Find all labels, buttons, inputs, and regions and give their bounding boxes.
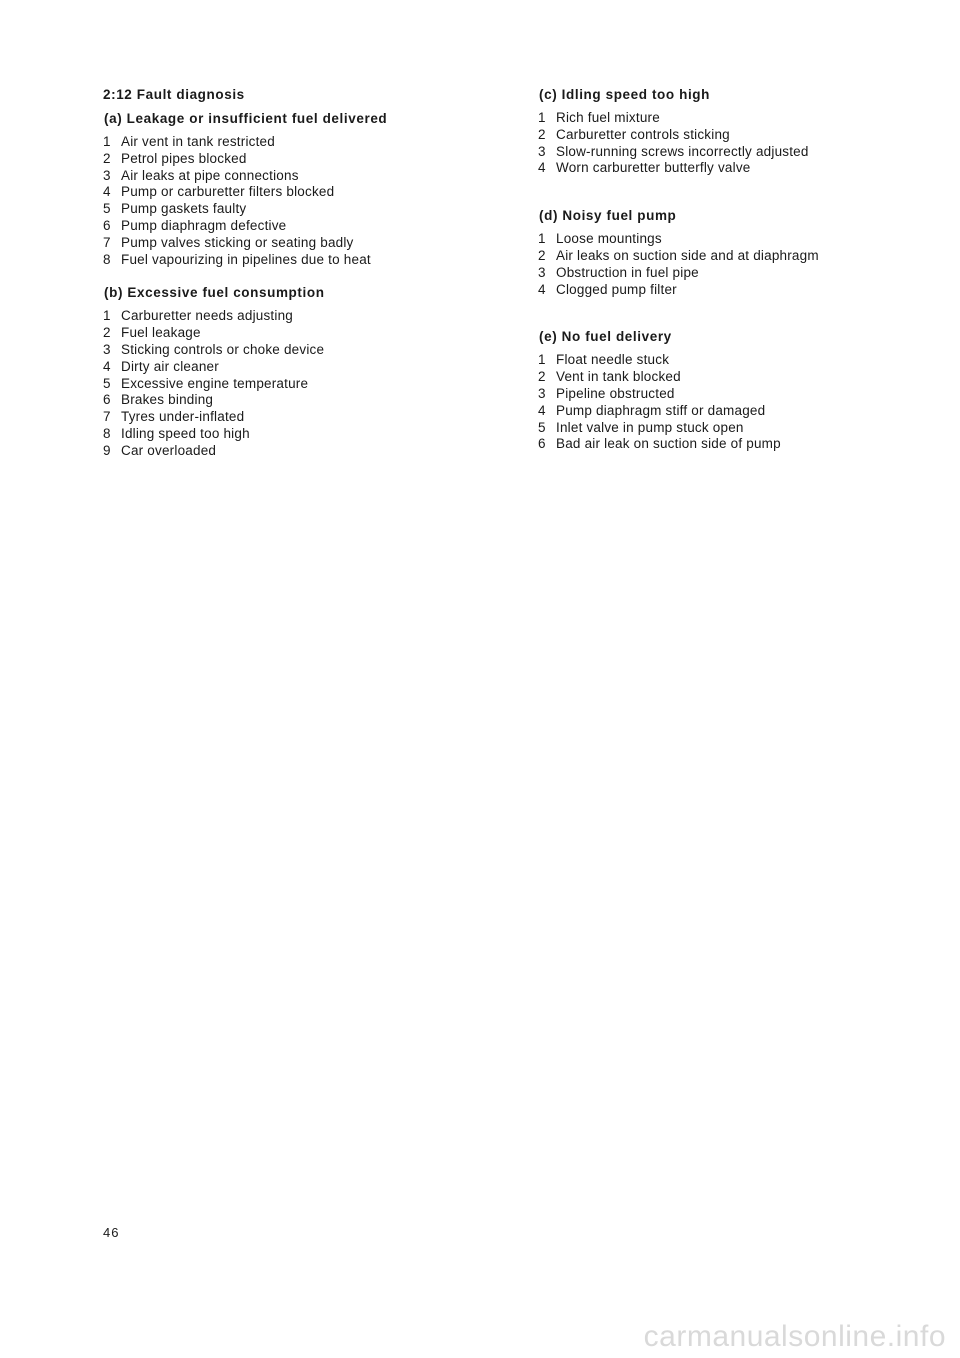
list-item-number: 6 bbox=[103, 392, 111, 408]
watermark-link[interactable]: carmanualsonline.info bbox=[643, 1320, 946, 1353]
list-item-number: 3 bbox=[538, 143, 546, 159]
list-item-text: Brakes binding bbox=[121, 392, 214, 408]
list-item bbox=[103, 308, 503, 325]
list-item-text: Air leaks at pipe connections bbox=[121, 167, 299, 183]
list-item-text: Carburetter controls sticking bbox=[556, 126, 730, 142]
list-item-number: 1 bbox=[538, 352, 546, 368]
section-e bbox=[538, 328, 938, 453]
left-column bbox=[103, 86, 503, 476]
right-column bbox=[538, 86, 938, 483]
list-item-number: 2 bbox=[103, 325, 111, 341]
section-c-list bbox=[538, 110, 938, 177]
list-item-text: Excessive engine temperature bbox=[121, 375, 309, 391]
list-item-number: 6 bbox=[103, 217, 111, 233]
section-a bbox=[103, 110, 503, 268]
list-item-text: Tyres under-inflated bbox=[121, 409, 245, 425]
section-d-list bbox=[538, 231, 938, 298]
list-item-text: Fuel vapourizing in pipelines due to heat bbox=[121, 251, 371, 267]
list-item-number: 7 bbox=[103, 409, 111, 425]
list-item bbox=[103, 252, 503, 269]
list-item bbox=[103, 235, 503, 252]
list-item-text: Dirty air cleaner bbox=[121, 358, 219, 374]
list-item-text: Clogged pump filter bbox=[556, 281, 677, 297]
list-item bbox=[538, 110, 938, 127]
section-d bbox=[538, 207, 938, 298]
list-item-number: 2 bbox=[538, 369, 546, 385]
list-item-number: 4 bbox=[538, 402, 546, 418]
list-item-text: Car overloaded bbox=[121, 442, 217, 458]
list-item-number: 6 bbox=[538, 436, 546, 452]
list-item-text: Pump diaphragm defective bbox=[121, 217, 287, 233]
list-item-text: Pump gaskets faulty bbox=[121, 201, 247, 217]
list-item-number: 2 bbox=[538, 247, 546, 263]
list-item-text: Float needle stuck bbox=[556, 352, 670, 368]
list-item-text: Pipeline obstructed bbox=[556, 385, 675, 401]
list-item bbox=[103, 392, 503, 409]
list-item bbox=[103, 168, 503, 185]
list-item-number: 3 bbox=[538, 264, 546, 280]
list-item-text: Worn carburetter butterfly valve bbox=[556, 160, 751, 176]
list-item-number: 3 bbox=[103, 167, 111, 183]
list-item bbox=[103, 151, 503, 168]
section-d-title: (d) Noisy fuel pump bbox=[539, 208, 677, 224]
section-b-list bbox=[103, 308, 503, 459]
list-item bbox=[538, 127, 938, 144]
list-item bbox=[538, 436, 938, 453]
list-item bbox=[103, 325, 503, 342]
list-item-text: Obstruction in fuel pipe bbox=[556, 264, 699, 280]
list-item-text: Pump or carburetter filters blocked bbox=[121, 184, 335, 200]
list-item bbox=[103, 134, 503, 151]
list-item-number: 8 bbox=[103, 251, 111, 267]
page-number: 46 bbox=[103, 1225, 120, 1240]
list-item bbox=[103, 359, 503, 376]
list-item bbox=[538, 369, 938, 386]
list-item bbox=[538, 282, 938, 299]
list-item-number: 9 bbox=[103, 442, 111, 458]
list-item-number: 5 bbox=[103, 201, 111, 217]
list-item-number: 4 bbox=[103, 184, 111, 200]
list-item bbox=[538, 144, 938, 161]
list-item bbox=[538, 265, 938, 282]
list-item-text: Bad air leak on suction side of pump bbox=[556, 436, 781, 452]
list-item bbox=[103, 184, 503, 201]
list-item-text: Sticking controls or choke device bbox=[121, 341, 325, 357]
list-item-number: 4 bbox=[538, 160, 546, 176]
section-b-title: (b) Excessive fuel consumption bbox=[104, 285, 325, 301]
list-item-text: Air vent in tank restricted bbox=[121, 134, 275, 149]
list-item-number: 1 bbox=[538, 110, 546, 125]
list-item-text: Rich fuel mixture bbox=[556, 110, 660, 125]
chapter-heading: 2:12 Fault diagnosis bbox=[103, 87, 245, 102]
list-item bbox=[538, 352, 938, 369]
section-e-list bbox=[538, 352, 938, 453]
section-e-title: (e) No fuel delivery bbox=[539, 329, 672, 345]
list-item bbox=[538, 386, 938, 403]
list-item-number: 4 bbox=[103, 358, 111, 374]
list-item-text: Petrol pipes blocked bbox=[121, 150, 247, 166]
list-item-number: 3 bbox=[538, 385, 546, 401]
list-item-number: 1 bbox=[103, 134, 111, 149]
list-item-number: 7 bbox=[103, 234, 111, 250]
list-item bbox=[103, 342, 503, 359]
list-item bbox=[103, 376, 503, 393]
list-item-text: Inlet valve in pump stuck open bbox=[556, 419, 744, 435]
list-item-number: 1 bbox=[538, 231, 546, 247]
list-item-number: 1 bbox=[103, 308, 111, 324]
section-a-title: (a) Leakage or insufficient fuel delivered bbox=[104, 111, 388, 126]
list-item bbox=[538, 403, 938, 420]
list-item-number: 5 bbox=[538, 419, 546, 435]
list-item bbox=[538, 420, 938, 437]
list-item-text: Carburetter needs adjusting bbox=[121, 308, 294, 324]
list-item-text: Pump valves sticking or seating badly bbox=[121, 234, 354, 250]
list-item bbox=[538, 160, 938, 177]
list-item bbox=[103, 409, 503, 426]
list-item-number: 4 bbox=[538, 281, 546, 297]
section-c bbox=[538, 86, 938, 177]
list-item bbox=[103, 201, 503, 218]
list-item-text: Air leaks on suction side and at diaphragm bbox=[556, 247, 819, 263]
list-item-number: 2 bbox=[538, 126, 546, 142]
list-item-text: Slow-running screws incorrectly adjusted bbox=[556, 143, 809, 159]
list-item-text: Loose mountings bbox=[556, 231, 662, 247]
list-item bbox=[103, 443, 503, 460]
list-item bbox=[538, 231, 938, 248]
list-item bbox=[103, 426, 503, 443]
list-item-text: Fuel leakage bbox=[121, 325, 201, 341]
list-item-text: Idling speed too high bbox=[121, 425, 250, 441]
list-item bbox=[103, 218, 503, 235]
section-c-title: (c) Idling speed too high bbox=[539, 87, 710, 102]
list-item-number: 5 bbox=[103, 375, 111, 391]
list-item-text: Vent in tank blocked bbox=[556, 369, 681, 385]
list-item-text: Pump diaphragm stiff or damaged bbox=[556, 402, 766, 418]
list-item bbox=[538, 248, 938, 265]
section-a-list bbox=[103, 134, 503, 268]
list-item-number: 8 bbox=[103, 425, 111, 441]
list-item-number: 2 bbox=[103, 150, 111, 166]
list-item-number: 3 bbox=[103, 341, 111, 357]
section-b bbox=[103, 284, 503, 459]
